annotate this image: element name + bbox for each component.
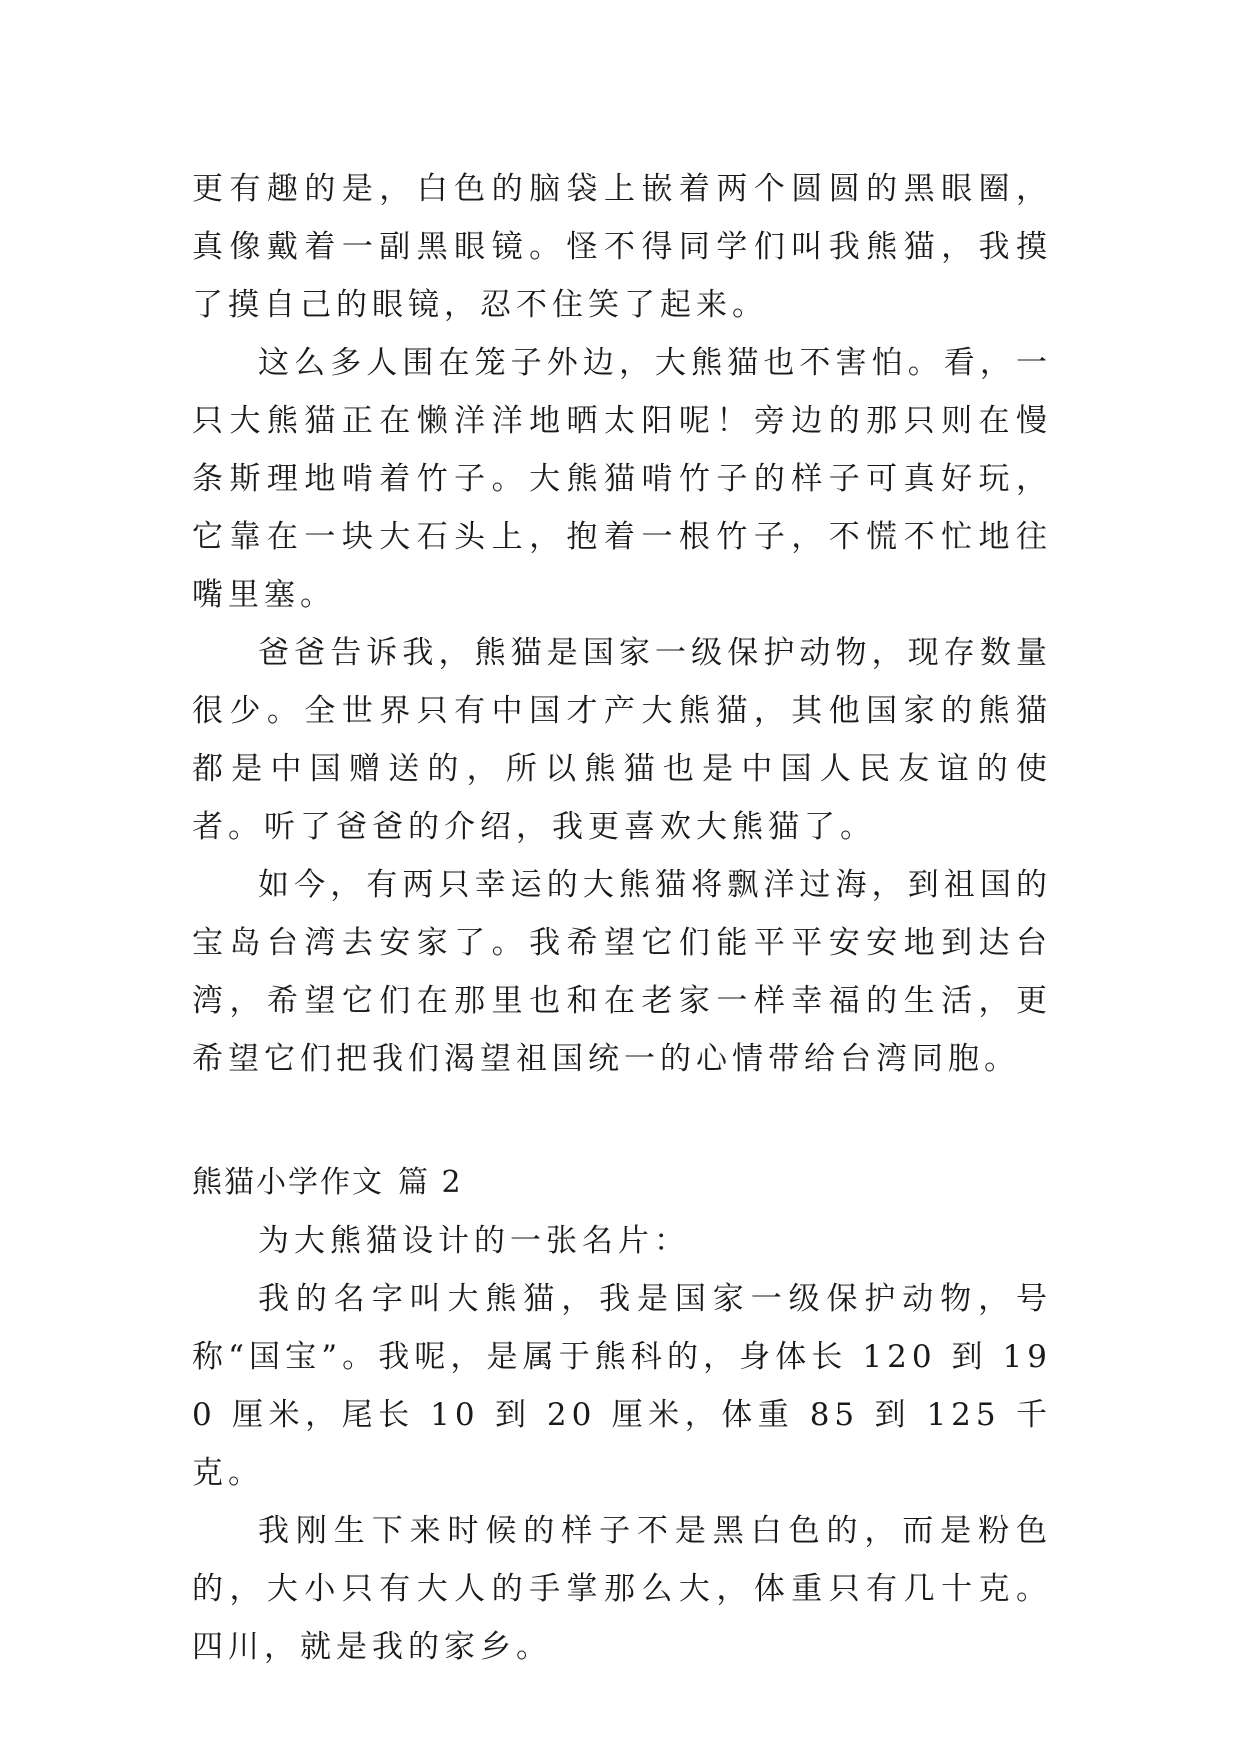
paragraph-continued: 更有趣的是，白色的脑袋上嵌着两个圆圆的黑眼圈，真像戴着一副黑眼镜。怪不得同学们叫我熊猫，我摸了摸自己的眼镜，忍不住笑了起来。 bbox=[192, 171, 1052, 323]
paragraph-father-explains: 爸爸告诉我，熊猫是国家一级保护动物，现存数量很少。全世界只有中国才产大熊猫，其他国家的熊猫都是中国赠送的，所以熊猫也是中国人民友谊的使者。听了爸爸的介绍，我更喜欢大熊猫了。 bbox=[192, 635, 1052, 845]
section-heading bbox=[192, 1154, 1052, 1212]
paragraph-taiwan-wish: 如今，有两只幸运的大熊猫将飘洋过海，到祖国的宝岛台湾去安家了。我希望它们能平平安安地到达台湾，希望它们在那里也和在老家一样幸福的生活，更希望它们把我们渴望祖国统一的心情带给台湾同胞。 bbox=[192, 867, 1052, 1077]
paragraph-name-card: 我的名字叫大熊猫，我是国家一级保护动物，号称“国宝”。我呢，是属于熊科的，身体长 120 到 190 厘米，尾长 10 到 20 厘米，体重 85 到 125 千克。 bbox=[192, 1281, 1052, 1491]
paragraph-card-intro: 为大熊猫设计的一张名片： bbox=[258, 1223, 690, 1259]
document-body bbox=[192, 160, 1052, 1676]
paragraph-birth: 我刚生下来时候的样子不是黑白色的，而是粉色的，大小只有大人的手掌那么大，体重只有几十克。四川，就是我的家乡。 bbox=[192, 1513, 1052, 1665]
paragraph-pandas-in-cage: 这么多人围在笼子外边，大熊猫也不害怕。看，一只大熊猫正在懒洋洋地晒太阳呢！旁边的那只则在慢条斯理地啃着竹子。大熊猫啃竹子的样子可真好玩，它靠在一块大石头上，抱着一根竹子，不慌不忙地往嘴里塞。 bbox=[192, 345, 1052, 613]
section-title: 熊猫小学作文 bbox=[192, 1165, 384, 1200]
section-number: 篇 2 bbox=[398, 1165, 463, 1200]
